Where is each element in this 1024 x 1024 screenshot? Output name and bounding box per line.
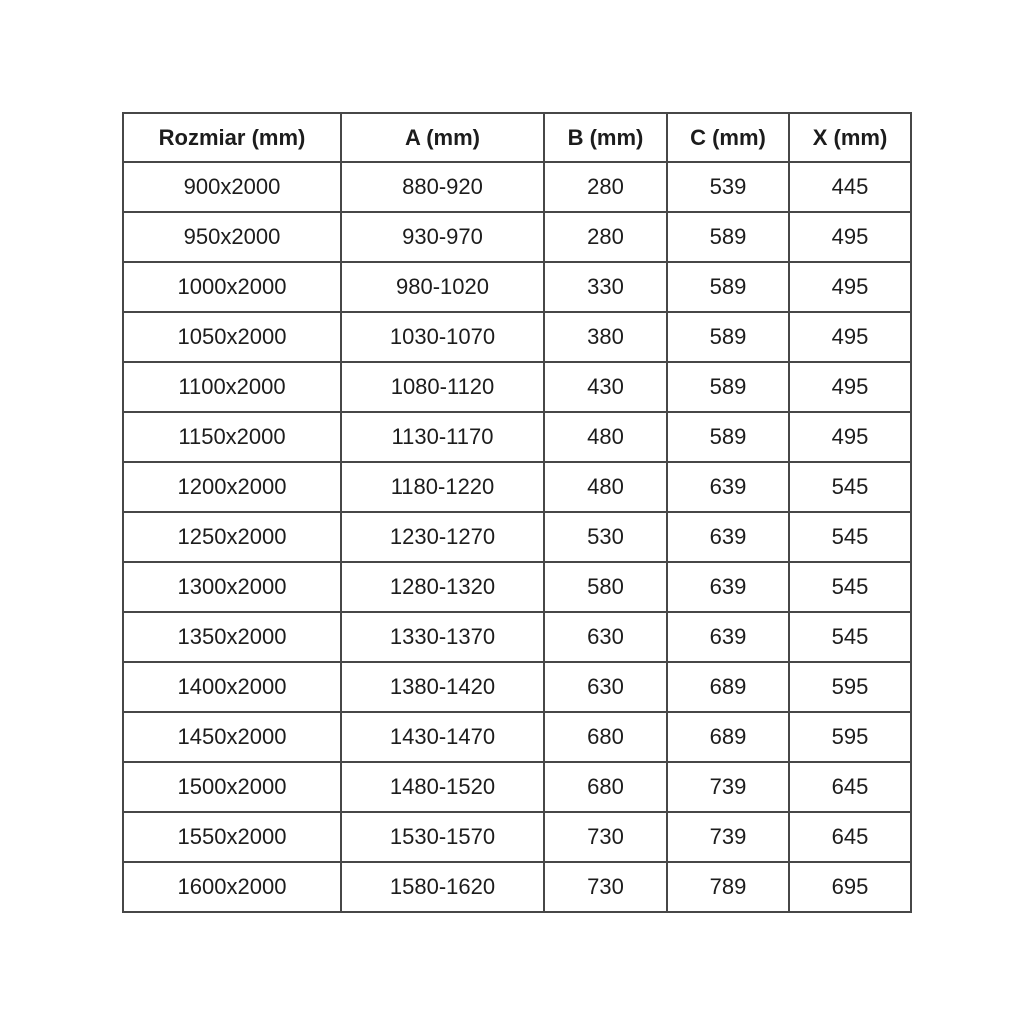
table-row (123, 262, 911, 312)
table-cell: 1080-1120 (341, 362, 544, 412)
table-row (123, 662, 911, 712)
table-cell: 1130-1170 (341, 412, 544, 462)
table-row (123, 312, 911, 362)
table-cell: 1050x2000 (123, 312, 341, 362)
table-cell: 595 (789, 712, 911, 762)
table-cell: 739 (667, 812, 789, 862)
column-header: C (mm) (667, 113, 789, 162)
column-header: A (mm) (341, 113, 544, 162)
table-cell: 1200x2000 (123, 462, 341, 512)
table-row (123, 862, 911, 912)
size-spec-table (122, 112, 912, 913)
table-cell: 380 (544, 312, 667, 362)
column-header: B (mm) (544, 113, 667, 162)
table-cell: 480 (544, 462, 667, 512)
table-cell: 1230-1270 (341, 512, 544, 562)
header-row (123, 113, 911, 162)
table-cell: 280 (544, 162, 667, 212)
table-cell: 545 (789, 512, 911, 562)
table-cell: 589 (667, 362, 789, 412)
table-cell: 1530-1570 (341, 812, 544, 862)
column-header: X (mm) (789, 113, 911, 162)
table-cell: 639 (667, 512, 789, 562)
table-cell: 680 (544, 712, 667, 762)
table-cell: 530 (544, 512, 667, 562)
table-cell: 495 (789, 412, 911, 462)
table-cell: 1500x2000 (123, 762, 341, 812)
table-row (123, 562, 911, 612)
table-cell: 480 (544, 412, 667, 462)
table-cell: 645 (789, 812, 911, 862)
table-cell: 900x2000 (123, 162, 341, 212)
table-cell: 639 (667, 462, 789, 512)
table-cell: 739 (667, 762, 789, 812)
table-cell: 980-1020 (341, 262, 544, 312)
table-cell: 880-920 (341, 162, 544, 212)
table-cell: 930-970 (341, 212, 544, 262)
table-cell: 1550x2000 (123, 812, 341, 862)
table-cell: 580 (544, 562, 667, 612)
table-cell: 1000x2000 (123, 262, 341, 312)
table-cell: 680 (544, 762, 667, 812)
table-cell: 630 (544, 612, 667, 662)
table-cell: 1180-1220 (341, 462, 544, 512)
table-row (123, 712, 911, 762)
table-cell: 595 (789, 662, 911, 712)
table-cell: 545 (789, 562, 911, 612)
table-cell: 695 (789, 862, 911, 912)
table-cell: 639 (667, 562, 789, 612)
table-cell: 789 (667, 862, 789, 912)
table-cell: 689 (667, 712, 789, 762)
table-cell: 1380-1420 (341, 662, 544, 712)
table-cell: 495 (789, 312, 911, 362)
table-row (123, 462, 911, 512)
table-row (123, 762, 911, 812)
table-row (123, 812, 911, 862)
table-cell: 539 (667, 162, 789, 212)
table-cell: 589 (667, 312, 789, 362)
table-cell: 1580-1620 (341, 862, 544, 912)
table-cell: 1030-1070 (341, 312, 544, 362)
table-cell: 430 (544, 362, 667, 412)
table-cell: 645 (789, 762, 911, 812)
table-cell: 545 (789, 612, 911, 662)
column-header: Rozmiar (mm) (123, 113, 341, 162)
table-cell: 589 (667, 262, 789, 312)
table-cell: 1600x2000 (123, 862, 341, 912)
table-cell: 589 (667, 212, 789, 262)
table-cell: 730 (544, 812, 667, 862)
table-cell: 545 (789, 462, 911, 512)
table-cell: 1250x2000 (123, 512, 341, 562)
table-cell: 445 (789, 162, 911, 212)
table-row (123, 362, 911, 412)
table-row (123, 512, 911, 562)
table-cell: 1280-1320 (341, 562, 544, 612)
table-cell: 1480-1520 (341, 762, 544, 812)
table-cell: 1100x2000 (123, 362, 341, 412)
table-row (123, 412, 911, 462)
table-cell: 950x2000 (123, 212, 341, 262)
table-cell: 1330-1370 (341, 612, 544, 662)
table-cell: 1350x2000 (123, 612, 341, 662)
table-cell: 495 (789, 262, 911, 312)
table-cell: 280 (544, 212, 667, 262)
table-row (123, 612, 911, 662)
table-cell: 639 (667, 612, 789, 662)
table-row (123, 212, 911, 262)
table-cell: 330 (544, 262, 667, 312)
table-cell: 730 (544, 862, 667, 912)
table-cell: 589 (667, 412, 789, 462)
table-cell: 1400x2000 (123, 662, 341, 712)
table-cell: 495 (789, 362, 911, 412)
table-cell: 1300x2000 (123, 562, 341, 612)
table-row (123, 162, 911, 212)
table-cell: 1450x2000 (123, 712, 341, 762)
table-cell: 689 (667, 662, 789, 712)
table-body (123, 162, 911, 912)
table-cell: 1150x2000 (123, 412, 341, 462)
table-cell: 495 (789, 212, 911, 262)
table-cell: 630 (544, 662, 667, 712)
table-cell: 1430-1470 (341, 712, 544, 762)
